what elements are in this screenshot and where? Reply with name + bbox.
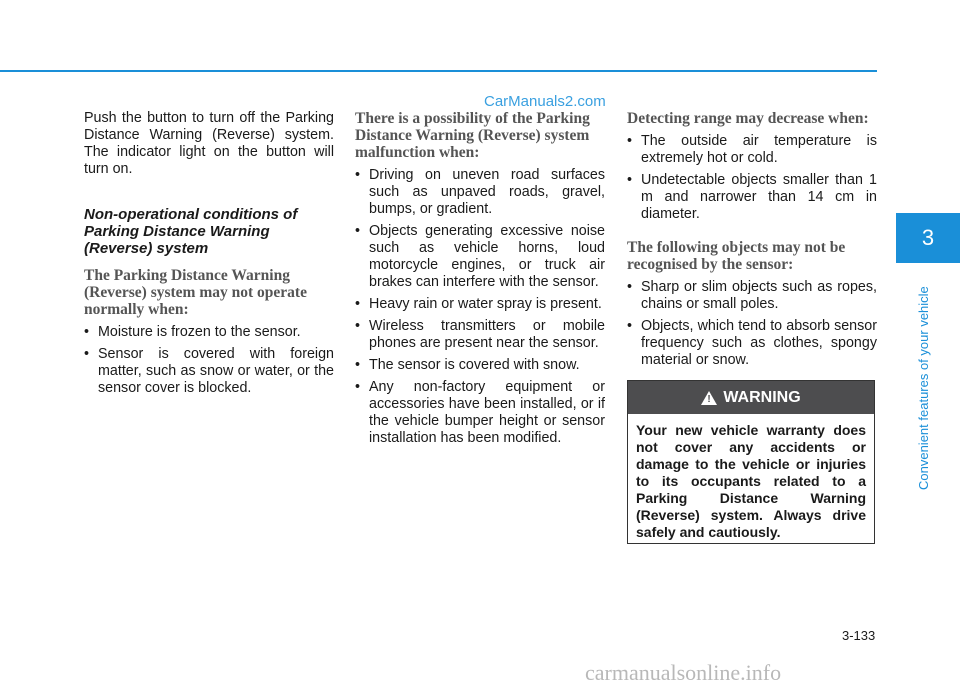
warning-text: Your new vehicle warranty does not cover any accidents or damage to the vehicle or injuries to its occupants related to a Parking Distance Warning (Reverse) system. Always drive safely and cautiously.	[636, 422, 866, 540]
list-item: • Heavy rain or water spray is present.	[355, 296, 605, 313]
chapter-tab: 3	[896, 213, 960, 263]
list-item: • Driving on uneven road surfaces such as unpaved roads, gravel, bumps, or gradient.	[355, 167, 605, 218]
bullet-list	[627, 279, 877, 369]
intro-paragraph: Push the button to turn off the Parking Distance Warning (Reverse) system. The indicator light on the button will turn on.	[84, 110, 334, 177]
watermark-top: CarManuals2.com	[484, 93, 606, 110]
subheading: The following objects may not be recognised by the sensor:	[627, 239, 846, 273]
column-2	[355, 110, 605, 452]
list-item: • Objects generating excessive noise such as vehicle horns, loud motorcycle engines, or truck air brakes can interfere with the sensor.	[355, 223, 605, 291]
list-item: • The outside air temperature is extremely hot or cold.	[627, 133, 877, 167]
list-item: • Sensor is covered with foreign matter, such as snow or water, or the sensor cover is blocked.	[84, 346, 334, 397]
list-item: • Undetectable objects smaller than 1 m and narrower than 14 cm in diameter.	[627, 172, 877, 223]
subheading: Detecting range may decrease when:	[627, 110, 869, 127]
warning-header	[628, 381, 874, 414]
bullet-list	[355, 167, 605, 447]
list-item: • Moisture is frozen to the sensor.	[84, 324, 334, 341]
list-item: • Wireless transmitters or mobile phones are present near the sensor.	[355, 318, 605, 352]
list-item: • The sensor is covered with snow.	[355, 357, 605, 374]
column-3	[627, 110, 877, 374]
warning-triangle-icon: !	[701, 391, 717, 405]
header-rule	[0, 70, 877, 72]
list-item: • Objects, which tend to absorb sensor frequency such as clothes, spongy material or snow.	[627, 318, 877, 369]
warning-title: WARNING	[723, 388, 801, 406]
section-heading: Non-operational conditions of Parking Distance Warning (Reverse) system	[84, 206, 298, 257]
bullet-list	[627, 133, 877, 223]
list-item: • Sharp or slim objects such as ropes, chains or small poles.	[627, 279, 877, 313]
warning-box	[627, 380, 875, 544]
page-number: 3-133	[842, 628, 876, 643]
column-1	[84, 110, 334, 402]
watermark-bottom: carmanualsonline.info	[585, 660, 782, 685]
subheading: There is a possibility of the Parking Distance Warning (Reverse) system malfunction when:	[355, 110, 590, 161]
chapter-title: Convenient features of your vehicle	[916, 286, 931, 490]
bullet-list	[84, 324, 334, 397]
list-item: • Any non-factory equipment or accessories have been installed, or if the vehicle bumper height or sensor installation has been modified.	[355, 379, 605, 447]
subheading: The Parking Distance Warning (Reverse) system may not operate normally when:	[84, 267, 307, 318]
